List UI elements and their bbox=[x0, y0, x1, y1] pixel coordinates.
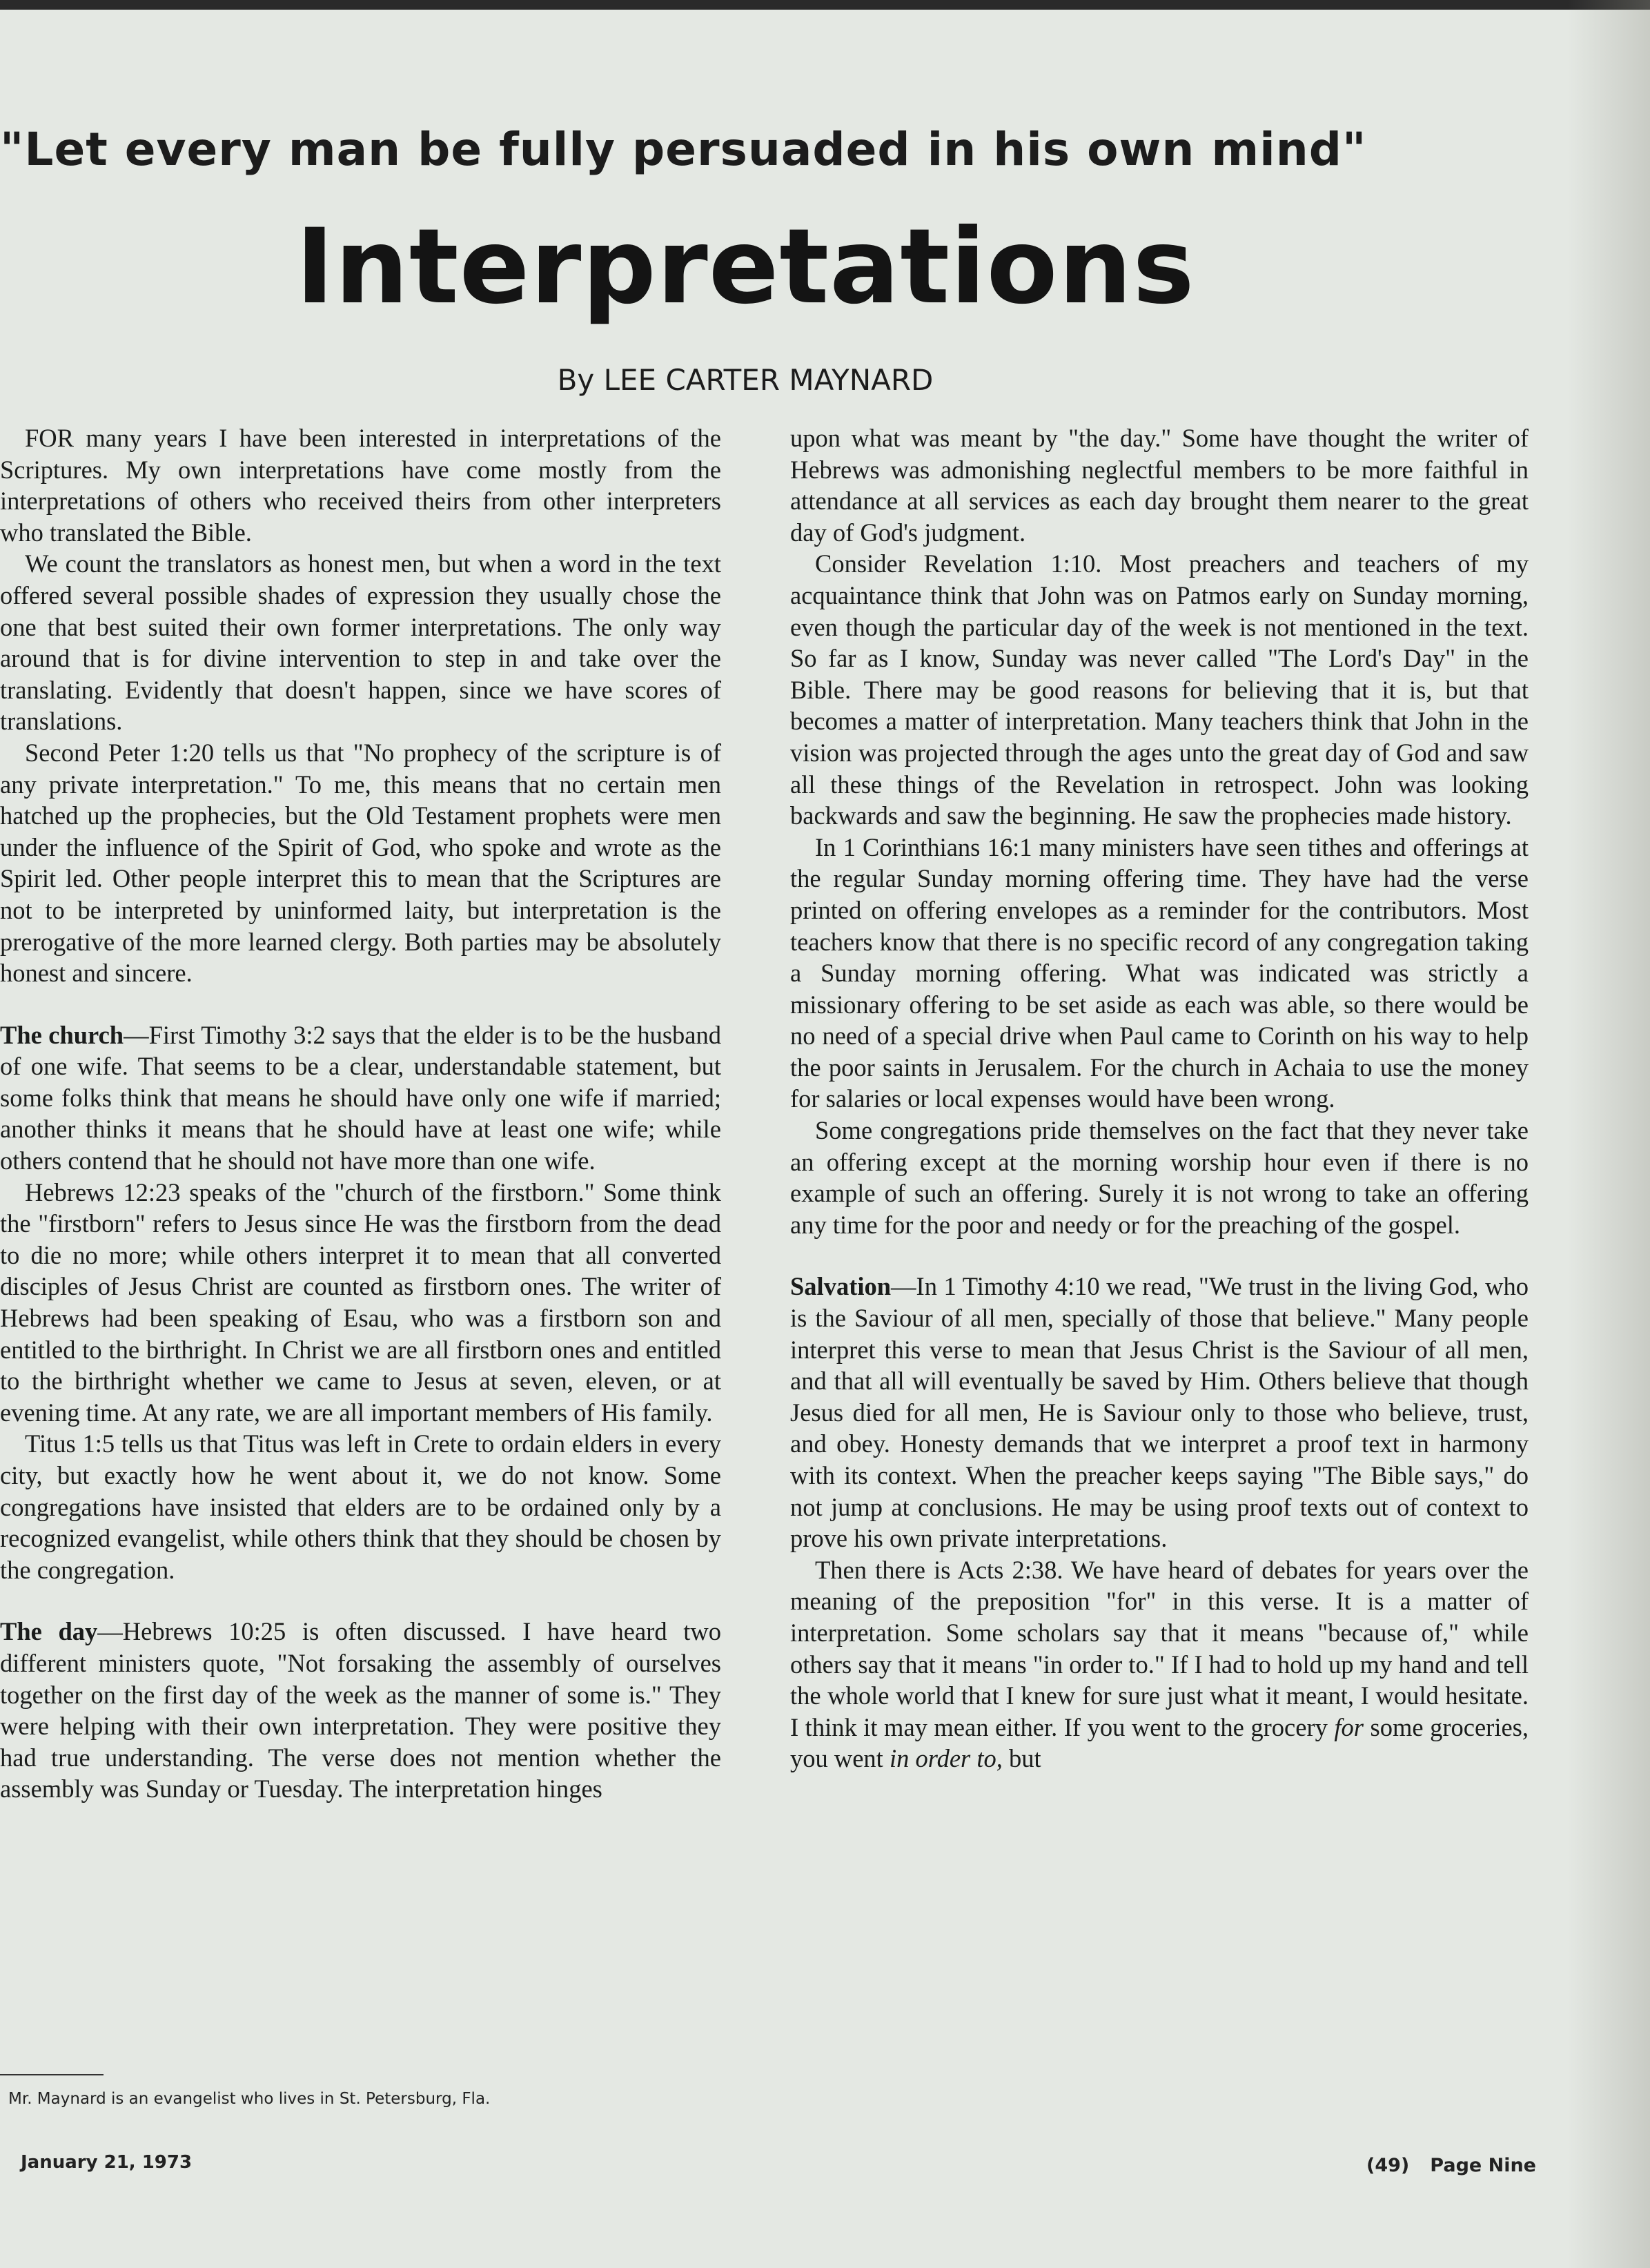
right-column bbox=[790, 422, 1529, 1775]
issue-page-number: (49) bbox=[1366, 2155, 1410, 2176]
paragraph: Hebrews 12:23 speaks of the "church of the firstborn." Some think the "firstborn" refers to Jesus since He was the firstborn from the dead to die no more; while others interpret it to mean that all converted disciples of Jesus Christ are counted as firstborn ones. The writer of Hebrews had been speaking of Esau, who was a firstborn son and entitled to the birthright. In Christ we are all firstborn ones and entitled to the birthright whether we came to Jesus at seven, eleven, or at evening time. At any rate, we are all important members of His family. bbox=[0, 1177, 721, 1427]
section-heading-salvation: Salvation bbox=[790, 1272, 892, 1301]
paragraph: In 1 Corinthians 16:1 many ministers have seen tithes and offerings at the regular Sunday morning offering time. They have had the verse printed on offering envelopes as a reminder for the contributors. Most teachers know that there is no specific record of any congregation taking a Sunday morning offering. What was indicated was strictly a missionary offering to be set aside as each was able, so there would be no need of a special drive when Paul came to Corinth on his way to help the poor saints in Jerusalem. For the church in Achaia to use the money for salaries or local expenses would have been wrong. bbox=[790, 832, 1529, 1113]
paragraph: upon what was meant by "the day." Some have thought the writer of Hebrews was admonishing neglectful members to be more faithful in attendance at all services as each day brought them nearer to the great day of God's judgment. bbox=[790, 424, 1529, 547]
paragraph: Consider Revelation 1:10. Most preachers and teachers of my acquaintance think that John was on Patmos early on Sunday morning, even though the particular day of the week is not mentioned in the text. So far as I know, Sunday was never called "The Lord's Day" in the Bible. There may be good reasons for believing that it is, but that becomes a matter of interpretation. Many teachers think that John in the vision was projected through the ages unto the great day of God and saw all these things of the Revelation in retrospect. John was looking backwards and saw the beginning. He saw the prophecies made history. bbox=[790, 549, 1529, 830]
paragraph: Titus 1:5 tells us that Titus was left in Crete to ordain elders in every city, but exactly how he went about it, we do not know. Some congregations have insisted that elders are to be ordained only by a recognized evangelist, while others think that they should be chosen by the congregation. bbox=[0, 1429, 721, 1584]
article-kicker: "Let every man be fully persuaded in his own mind" bbox=[0, 123, 1367, 176]
author-footnote: Mr. Maynard is an evangelist who lives in St. Petersburg, Fla. bbox=[8, 2090, 491, 2108]
page-label: Page Nine bbox=[1430, 2155, 1536, 2176]
footnote-rule bbox=[0, 2074, 104, 2075]
footer-date: January 21, 1973 bbox=[21, 2152, 193, 2173]
section-text: —First Timothy 3:2 says that the elder is to be the husband of one wife. That seems to be a clear, understandable statement, but some folks think that means he should have only one wife if married; another thinks it means that he should have at least one wife; while others contend that he should not have more than one wife. bbox=[0, 1020, 721, 1175]
left-column bbox=[0, 422, 721, 1805]
article-byline: By LEE CARTER MAYNARD bbox=[557, 363, 934, 397]
page-edge-shadow bbox=[1567, 0, 1650, 2268]
section-heading-church: The church bbox=[0, 1020, 124, 1049]
section-text: —In 1 Timothy 4:10 we read, "We trust in the living God, who is the Saviour of all men, specially of those that believe." Many people interpret this verse to mean that Jesus Christ is the Saviour of all men, and that all will eventually be saved by Him. Others believe that though Jesus died for all men, He is Saviour only to those who believe, trust, and obey. Honesty demands that we interpret a proof text in harmony with its context. When the preacher keeps saying "The Bible says," do not jump at conclusions. He may be using proof texts out of context to prove his own private interpretations. bbox=[790, 1272, 1529, 1553]
top-edge-bar bbox=[0, 0, 1650, 10]
footer-page bbox=[1366, 2155, 1536, 2176]
paragraph: FOR many years I have been interested in interpretations of the Scriptures. My own interpretations have come mostly from the interpretations of others who received theirs from other interpreters who translated the Bible. bbox=[0, 424, 721, 547]
paragraph: We count the translators as honest men, but when a word in the text offered several possible shades of expression they usually chose the one that best suited their own former interpretations. The only way around that is for divine intervention to step in and take over the translating. Evidently that doesn't happen, since we have scores of translations. bbox=[0, 549, 721, 736]
text-run: some groceries, you went bbox=[790, 1712, 1529, 1773]
article-title: Interpretations bbox=[295, 207, 1195, 327]
section-church bbox=[0, 1019, 721, 1177]
section-heading-day: The day bbox=[0, 1617, 98, 1646]
text-run: Then there is Acts 2:38. We have heard of debates for years over the meaning of the preposition "for" in this verse. It is a matter of interpretation. Some scholars say that it means "because of," while others say that it means "in order to." If I had to hold up my hand and tell the whole world that I knew for sure just what it meant, I would hesitate. I think it may mean either. If you went to the grocery bbox=[790, 1555, 1529, 1741]
paragraph: Some congregations pride themselves on the fact that they never take an offering except at the morning worship hour even if there is no example of such an offering. Surely it is not wrong to take an offering any time for the poor and needy or for the preaching of the gospel. bbox=[790, 1116, 1529, 1239]
section-day bbox=[0, 1616, 721, 1805]
text-run: but bbox=[1002, 1744, 1041, 1773]
emphasis-for: for bbox=[1334, 1712, 1364, 1741]
paragraph: Second Peter 1:20 tells us that "No prophecy of the scripture is of any private interpretation." To me, this means that no certain men hatched up the prophecies, but the Old Testament prophets were men under the influence of the Spirit of God, who spoke and wrote as the Spirit led. Other people interpret this to mean that the Scriptures are not to be interpreted by uninformed laity, but interpretation is the prerogative of the more learned clergy. Both parties may be absolutely honest and sincere. bbox=[0, 738, 721, 988]
paragraph bbox=[790, 1554, 1529, 1775]
emphasis-in-order-to: in order to, bbox=[889, 1744, 1003, 1773]
section-text: —Hebrews 10:25 is often discussed. I have heard two different ministers quote, "Not forsaking the assembly of ourselves together on the first day of the week as the manner of some is." They were helping with their own interpretation. They were positive they had true understanding. The verse does not mention whether the assembly was Sunday or Tuesday. The interpretation hinges bbox=[0, 1617, 721, 1803]
section-salvation bbox=[790, 1271, 1529, 1554]
